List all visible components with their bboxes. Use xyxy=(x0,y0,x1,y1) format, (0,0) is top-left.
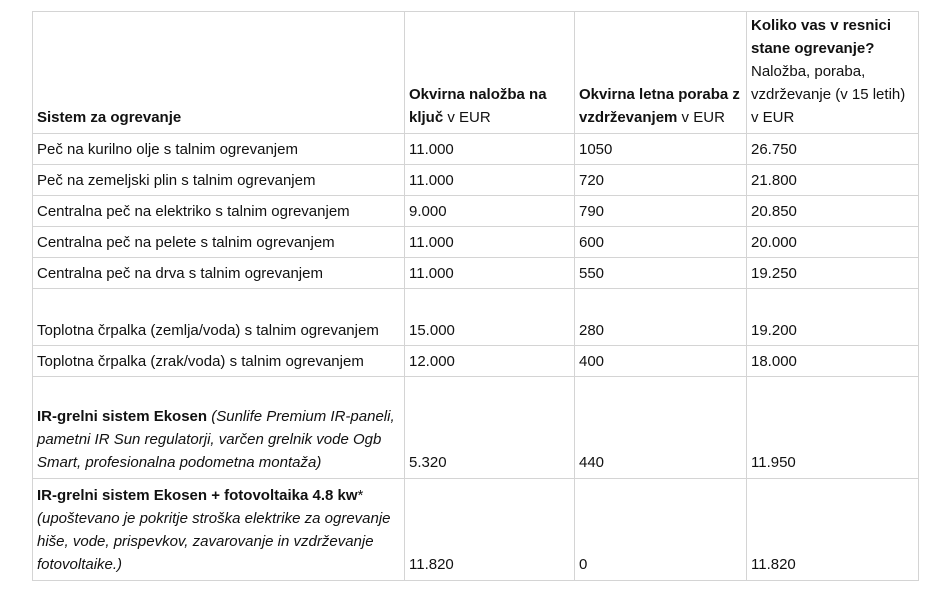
table-row xyxy=(33,134,919,165)
header-annual-consumption xyxy=(575,12,747,134)
total-value: 18.000 xyxy=(747,346,919,377)
total-value: 20.000 xyxy=(747,227,919,258)
annual-value: 0 xyxy=(575,479,747,581)
annual-value: 1050 xyxy=(575,134,747,165)
ekosen-detail: (Sunlife Premium IR-paneli, pametni IR Sun regulatorji, varčen grelnik vode Ogb Smart, profesionalna podometna montaža) xyxy=(37,408,395,471)
header-investment-unit: v EUR xyxy=(443,109,491,126)
header-investment-title: Okvirna naložba na ključ xyxy=(409,86,547,126)
investment-value: 9.000 xyxy=(405,196,575,227)
investment-value: 11.000 xyxy=(405,227,575,258)
table-row xyxy=(33,165,919,196)
system-name xyxy=(33,377,405,479)
asterisk-mark: * xyxy=(357,487,364,504)
ekosen-pv-detail: (upoštevano je pokritje stroška elektrike za ogrevanje hiše, vode, prispevkov, zavarovanje in vzdrževanje fotovoltaike.) xyxy=(37,510,391,573)
table-row-ekosen-pv xyxy=(33,479,919,581)
total-value: 19.200 xyxy=(747,289,919,346)
total-value: 11.950 xyxy=(747,377,919,479)
system-name: Centralna peč na drva s talnim ogrevanjem xyxy=(33,258,405,289)
table-row xyxy=(33,196,919,227)
header-investment xyxy=(405,12,575,134)
investment-value: 11.000 xyxy=(405,134,575,165)
system-name: Peč na kurilno olje s talnim ogrevanjem xyxy=(33,134,405,165)
total-value: 11.820 xyxy=(747,479,919,581)
ekosen-name: IR-grelni sistem Ekosen xyxy=(37,408,208,425)
annual-value: 720 xyxy=(575,165,747,196)
annual-value: 600 xyxy=(575,227,747,258)
header-total-title: Koliko vas v resnici stane ogrevanje? xyxy=(751,17,892,57)
header-total-subtitle: Naložba, poraba, vzdrževanje (v 15 letih) v EUR xyxy=(751,63,906,126)
investment-value: 15.000 xyxy=(405,289,575,346)
investment-value: 11.820 xyxy=(405,479,575,581)
header-row xyxy=(33,12,919,134)
investment-value: 11.000 xyxy=(405,258,575,289)
annual-value: 280 xyxy=(575,289,747,346)
header-total-cost xyxy=(747,12,919,134)
heating-cost-table xyxy=(32,11,919,581)
total-value: 20.850 xyxy=(747,196,919,227)
annual-value: 440 xyxy=(575,377,747,479)
system-name: Centralna peč na elektriko s talnim ogrevanjem xyxy=(33,196,405,227)
table-row xyxy=(33,258,919,289)
ekosen-pv-name: IR-grelni sistem Ekosen + fotovoltaika 4.8 kw xyxy=(37,487,358,504)
annual-value: 550 xyxy=(575,258,747,289)
total-value: 21.800 xyxy=(747,165,919,196)
system-name: Toplotna črpalka (zrak/voda) s talnim ogrevanjem xyxy=(33,346,405,377)
system-name: Centralna peč na pelete s talnim ogrevanjem xyxy=(33,227,405,258)
header-consumption-title: Okvirna letna poraba z vzdrževanjem xyxy=(579,86,740,126)
table-row-ekosen xyxy=(33,377,919,479)
table-row xyxy=(33,346,919,377)
table-row xyxy=(33,227,919,258)
investment-value: 5.320 xyxy=(405,377,575,479)
system-name: Peč na zemeljski plin s talnim ogrevanjem xyxy=(33,165,405,196)
annual-value: 400 xyxy=(575,346,747,377)
total-value: 26.750 xyxy=(747,134,919,165)
annual-value: 790 xyxy=(575,196,747,227)
investment-value: 12.000 xyxy=(405,346,575,377)
header-consumption-unit: v EUR xyxy=(677,109,725,126)
system-name: Toplotna črpalka (zemlja/voda) s talnim ogrevanjem xyxy=(33,289,405,346)
system-name xyxy=(33,479,405,581)
total-value: 19.250 xyxy=(747,258,919,289)
investment-value: 11.000 xyxy=(405,165,575,196)
table-row xyxy=(33,289,919,346)
header-system: Sistem za ogrevanje xyxy=(33,12,405,134)
